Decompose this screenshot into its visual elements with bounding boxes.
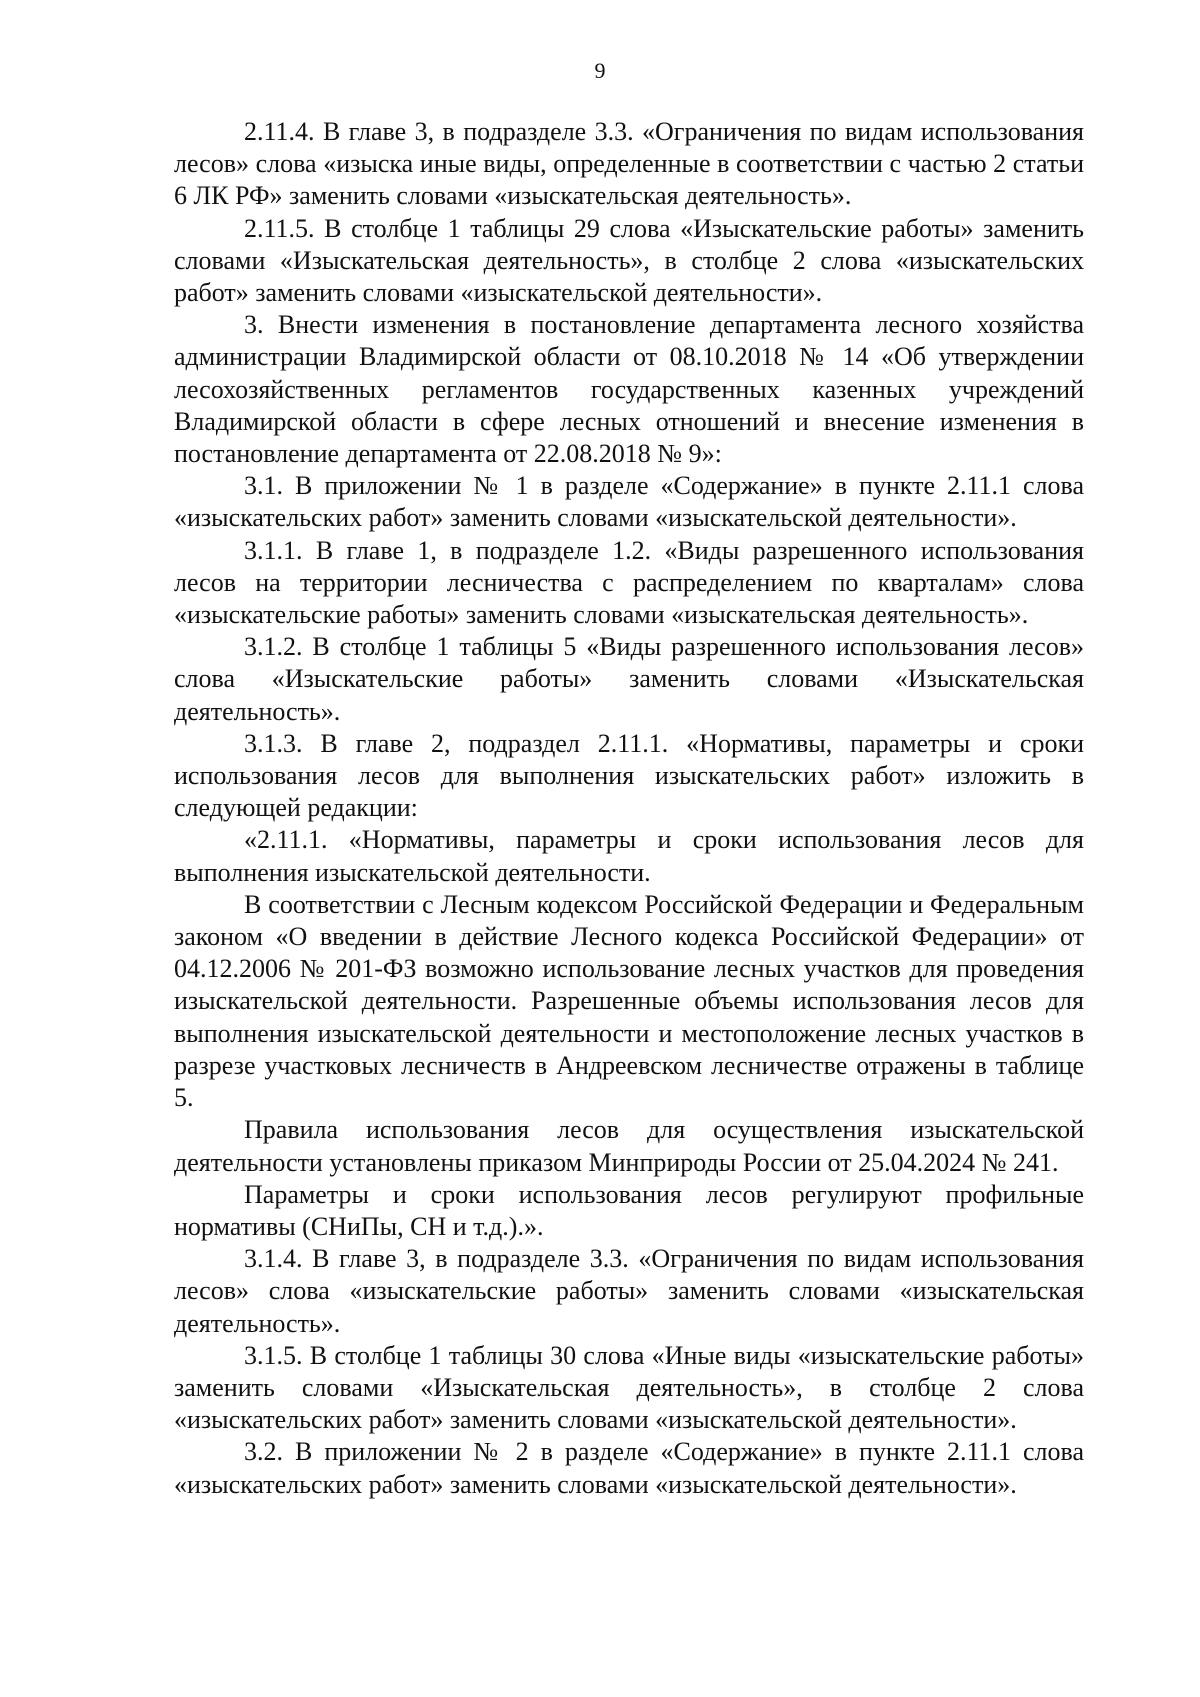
page-number: 9 [594, 58, 606, 83]
paragraph-3-1: 3.1. В приложении № 1 в разделе «Содержание» в пункте 2.11.1 слова «изыскательских работ» заменить словами «изыскательской деятельности». [174, 471, 1084, 533]
paragraph-3-1-4: 3.1.4. В главе 3, в подразделе 3.3. «Ограничения по видам использования лесов» слова «изыскательские работы» заменить словами «изыскательская деятельность». [174, 1244, 1084, 1338]
paragraph-3-1-1: 3.1.1. В главе 1, в подразделе 1.2. «Виды разрешенного использования лесов на территории лесничества с распределением по кварталам» слова «изыскательские работы» заменить словами «изыскательская деятельность». [174, 535, 1084, 630]
paragraph-2-11-5: 2.11.5. В столбце 1 таблицы 29 слова «Изыскательские работы» заменить словами «Изыскательская деятельность», в столбце 2 слова «изыскательских работ» заменить словами «изыскательской деятельности». [174, 213, 1084, 308]
paragraph-quote-rules: Правила использования лесов для осуществления изыскательской деятельности установлены приказом Минприроды России от 25.04.2024 № 241. [174, 1115, 1084, 1177]
paragraph-3-2: 3.2. В приложении № 2 в разделе «Содержание» в пункте 2.11.1 слова «изыскательских работ» заменить словами «изыскательской деятельности». [174, 1437, 1084, 1499]
paragraph-3-1-3: 3.1.3. В главе 2, подраздел 2.11.1. «Нормативы, параметры и сроки использования лесов для выполнения изыскательских работ» изложить в следующей редакции: [174, 728, 1084, 823]
paragraph-quote-parameters: Параметры и сроки использования лесов регулируют профильные нормативы (СНиПы, СН и т.д.).». [174, 1179, 1084, 1241]
document-body [174, 116, 1084, 1501]
paragraph-3-1-2: 3.1.2. В столбце 1 таблицы 5 «Виды разрешенного использования лесов» слова «Изыскательские работы» заменить словами «Изыскательская деятельность». [174, 632, 1084, 726]
paragraph-quote-forest-code: В соответствии с Лесным кодексом Российской Федерации и Федеральным законом «О введении в действие Лесного кодекса Российской Федерации» от 04.12.2006 № 201-ФЗ возможно использование лесных участков для проведения изыскательской деятельности. Разрешенные объемы использования лесов для выполнения изыскательской деятельности и местоположение лесных участков в разрезе участковых лесничеств в Андреевском лесничестве отражены в таблице 5. [174, 889, 1084, 1113]
paragraph-3-1-5: 3.1.5. В столбце 1 таблицы 30 слова «Иные виды «изыскательские работы» заменить словами «Изыскательская деятельность», в столбце 2 слова «изыскательских работ» заменить словами «изыскательской деятельности». [174, 1340, 1084, 1435]
paragraph-2-11-4: 2.11.4. В главе 3, в подразделе 3.3. «Ограничения по видам использования лесов» слова «изыска иные виды, определенные в соответствии с частью 2 статьи 6 ЛК РФ» заменить словами «изыскательская деятельность». [174, 117, 1084, 211]
paragraph-3: 3. Внести изменения в постановление департамента лесного хозяйства администрации Владимирской области от 08.10.2018 № 14 «Об утверждении лесохозяйственных регламентов государственных казенных учреждений Владимирской области в сфере лесных отношений и внесение изменения в постановление департамента от 22.08.2018 № 9»: [174, 310, 1084, 469]
paragraph-quote-2-11-1: «2.11.1. «Нормативы, параметры и сроки использования лесов для выполнения изыскательской деятельности. [174, 825, 1084, 887]
